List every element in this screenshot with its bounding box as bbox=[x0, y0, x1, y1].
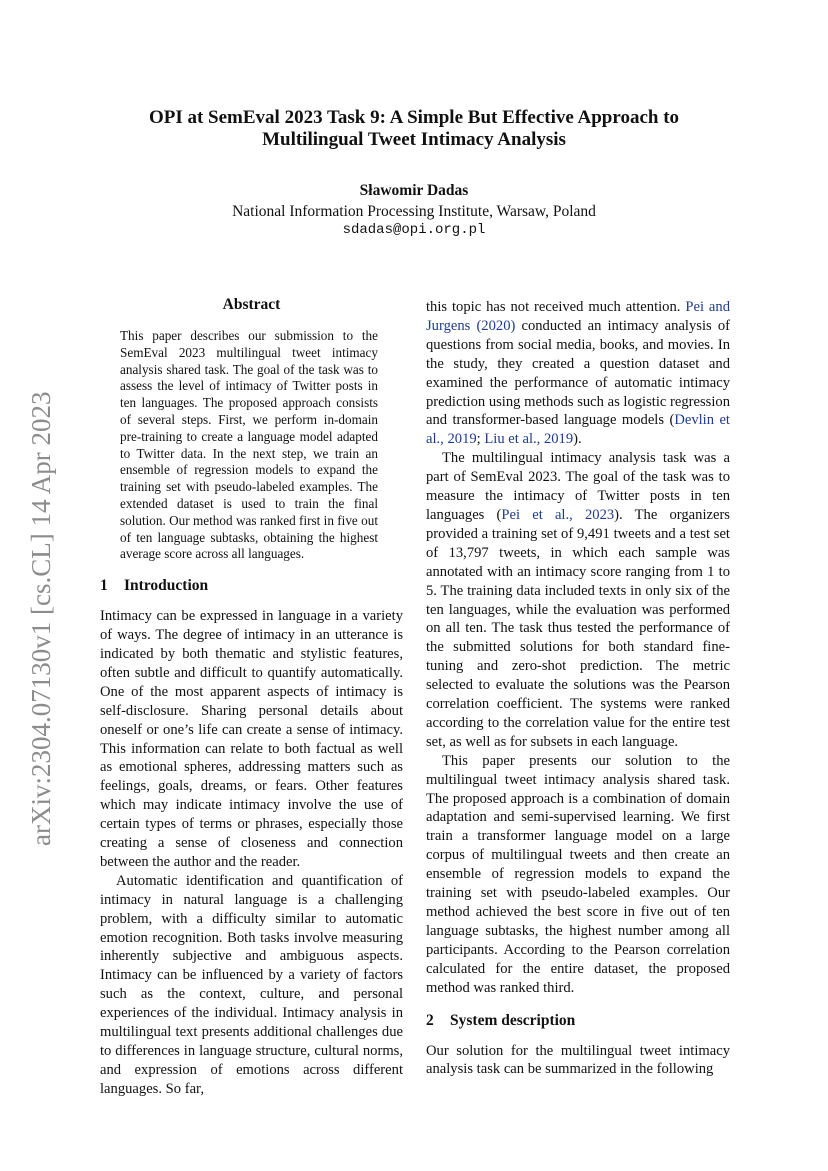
author-name: Sławomir Dadas bbox=[359, 182, 469, 199]
section-1-title: Introduction bbox=[124, 577, 209, 595]
citation-link[interactable]: Devlin et al., 2019 bbox=[426, 412, 730, 448]
section-1-number: 1 bbox=[100, 577, 108, 595]
citation-link[interactable]: Liu et al., 2019 bbox=[484, 431, 574, 448]
text-span: conducted an intimacy analysis of questions from social media, books, and movies. In the study, they created a question dataset and examined the performance of automatic intimacy prediction using methods such as logistic regression and transformer-based language models ( bbox=[426, 317, 730, 429]
title-line-2: Multilingual Tweet Intimacy Analysis bbox=[262, 129, 566, 150]
intro-paragraph-3 bbox=[426, 298, 730, 449]
citation-link[interactable]: Pei and Jurgens (2020) bbox=[426, 299, 730, 334]
author-affiliation: National Information Processing Institute, Warsaw, Poland bbox=[232, 203, 596, 220]
title-line-1: OPI at SemEval 2023 Task 9: A Simple But Effective Approach to bbox=[148, 107, 680, 128]
right-column bbox=[426, 298, 730, 1079]
paper-title bbox=[100, 107, 728, 151]
section-2-title: System description bbox=[450, 1011, 576, 1029]
system-description-paragraph: Our solution for the multilingual tweet intimacy analysis task can be summarized in the following bbox=[426, 1042, 730, 1078]
left-column bbox=[100, 296, 403, 1099]
text-span: ). The organizers provided a training set of 9,491 tweets and a test set of 13,797 tweets, in which each sample was annotated with an intimacy score ranging from 1 to 5. The training data included texts in only six of the ten languages, while the evaluation was performed on all ten. The task thus tested the performance of the submitted solutions for both standard fine-tuning and zero-shot prediction. The metric selected to evaluate the solutions was the Pearson correlation coefficient. The systems were ranked according to the correlation value for the entire test set, as well as for subsets in each language. bbox=[426, 506, 730, 750]
intro-paragraph-4 bbox=[426, 449, 730, 752]
intro-paragraph-5: This paper presents our solution to the multilingual tweet intimacy analysis shared task. The proposed approach is a combination of domain adaptation and semi-supervised learning. We first train a transformer language model on a large corpus of multilingual tweets and then create an ensemble of regression models to expand the training set with pseudo-labeled examples. Our method achieved the best score in five out of ten language subtasks, the highest number among all participants. According to the Pearson correlation calculated for the entire dataset, the proposed method was ranked third. bbox=[426, 752, 730, 996]
section-2-heading bbox=[426, 1012, 730, 1030]
text-span: The multilingual intimacy analysis task was a part of SemEval 2023. The goal of the task was to measure the intimacy of Twitter posts in ten languages ( bbox=[426, 450, 730, 523]
text-span: ; bbox=[476, 431, 485, 448]
citation-link[interactable]: Pei et al., 2023 bbox=[501, 506, 615, 523]
abstract-heading: Abstract bbox=[222, 296, 281, 313]
section-2-number: 2 bbox=[426, 1011, 434, 1029]
intro-paragraph-2: Automatic identification and quantification of intimacy in natural language is a challenging problem, with a difficulty similar to automatic emotion recognition. Both tasks involve measuring inherently subjective and ambiguous aspects. Intimacy can be influenced by a variety of factors such as the context, culture, and personal experiences of the individual. Intimacy analysis in multilingual text presents additional challenges due to differences in language structure, cultural norms, and expression of emotions across different languages. So far, bbox=[100, 872, 403, 1097]
intro-paragraph-1: Intimacy can be expressed in language in a variety of ways. The degree of intimacy in an utterance is indicated by both thematic and stylistic features, often subtle and difficult to quantify automatically. One of the most apparent aspects of intimacy is self-disclosure. Sharing personal details about oneself or one’s life can create a sense of intimacy. This information can relate to both factual as well as emotional spheres, addressing matters such as feelings, goals, dreams, or fears. Other features which may indicate intimacy involve the use of certain types of terms or phrases, especially those creating a sense of closeness and connection between the author and the reader. bbox=[100, 608, 403, 870]
arxiv-identifier: arXiv:2304.07130v1 [cs.CL] 14 Apr 2023 bbox=[26, 391, 56, 847]
author-email: sdadas@opi.org.pl bbox=[342, 222, 486, 238]
section-1-heading bbox=[100, 577, 403, 595]
text-span: ). bbox=[573, 431, 582, 448]
text-span: this topic has not received much attention. bbox=[426, 299, 686, 315]
abstract-text: This paper describes our submission to the SemEval 2023 multilingual tweet intimacy analysis shared task. The goal of the task was to assess the level of intimacy of Twitter posts in ten languages. The proposed approach consists of several steps. First, we perform in-domain pre-training to create a language model adapted to Twitter data. In the next step, we train an ensemble of regression models to expand the training set with pseudo-labeled examples. The extended dataset is used to train the final solution. Our method was ranked first in five out of ten language subtasks, obtaining the highest average score across all languages. bbox=[120, 328, 378, 562]
